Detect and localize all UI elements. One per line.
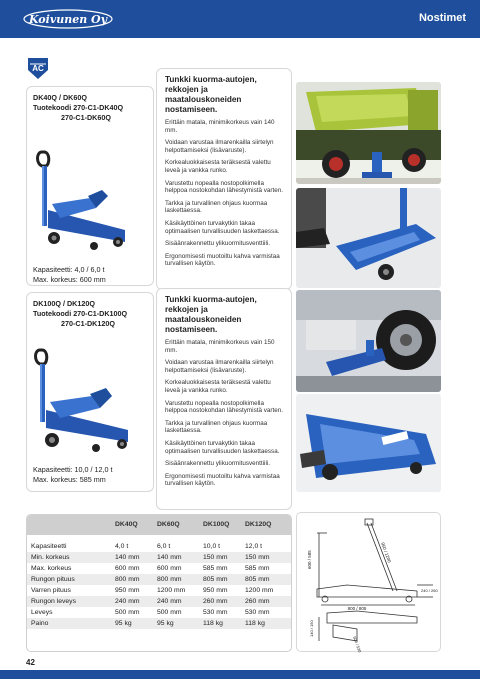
jack-image-dk100q [30, 344, 140, 462]
photo-truck-jack [296, 290, 441, 392]
max-height-text: Max. korkeus: 600 mm [33, 274, 106, 284]
product-model: DK40Q / DK60Q [33, 93, 87, 102]
column-header: DK40Q [115, 521, 138, 528]
description-text: Varustettu nopealla nostopolkimella helppoa nostokohdan lähestymistä varten. [165, 179, 283, 195]
dimension-label-width: 240 / 260 [421, 588, 438, 593]
ac-brand-logo [26, 56, 50, 80]
table-cell: 805 mm [245, 575, 270, 583]
table-row [27, 618, 291, 629]
max-height-text: Max. korkeus: 585 mm [33, 474, 106, 484]
dimension-label-min: 140 / 150 [309, 620, 314, 637]
table-cell: 150 mm [203, 553, 228, 561]
dimension-drawing [297, 513, 442, 653]
table-cell: 585 mm [203, 564, 228, 572]
description-text: Tarkka ja turvallinen ohjaus kuormaa laskettaessa. [165, 199, 268, 215]
photo-jack-detail [296, 394, 441, 492]
table-cell: 1200 mm [245, 586, 274, 594]
table-cell: 10,0 t [203, 542, 221, 550]
table-cell: 950 mm [115, 586, 140, 594]
description-text: Sisäänrakennettu ylikuormitusventtiili. [165, 240, 270, 248]
product-codes [33, 93, 155, 123]
table-cell: 600 mm [157, 564, 182, 572]
product-code-line1: Tuotekoodi 270-C1-DK100Q [33, 309, 128, 318]
description-heading: Tunkki kuorma-autojen, rekkojen ja maatalouskoneiden nostamiseen. [165, 295, 257, 334]
column-header: DK120Q [245, 521, 272, 528]
dimension-diagram [296, 512, 441, 652]
description-text: Sisäänrakennettu ylikuormitusventtiili. [165, 460, 270, 468]
capacity-text: Kapasiteetti: 4,0 / 6,0 t [33, 265, 105, 274]
table-cell: 260 mm [203, 597, 228, 605]
description-text: Voidaan varustaa ilmarenkailla siirtelyn helpottamiseksi (lisävaruste). [165, 139, 274, 154]
description-card-1 [156, 68, 292, 290]
table-cell: 600 mm [115, 564, 140, 572]
table-row [27, 585, 291, 596]
row-label: Rungon leveys [31, 597, 76, 605]
description-text: Tarkka ja turvallinen ohjaus kuormaa laskettaessa. [165, 419, 268, 435]
table-cell: 4,0 t [115, 542, 129, 550]
dimension-label-length: 800 / 805 [347, 606, 367, 611]
spec-table [26, 514, 292, 652]
description-text: Käsikäyttöinen turvakytkin takaa optimaalisen turvallisuuden laskettaessa. [165, 439, 280, 455]
description-text: Korkealuokkaisesta teräksestä valettu leveä ja vankka runko. [165, 159, 271, 174]
product-code-line1: Tuotekoodi 270-C1-DK40Q [33, 103, 124, 112]
table-cell: 140 mm [157, 553, 182, 561]
row-label: Varren pituus [31, 586, 71, 594]
row-label: Paino [31, 619, 49, 627]
table-row [27, 552, 291, 563]
description-card-2 [156, 288, 292, 510]
column-header: DK60Q [157, 521, 180, 528]
table-cell: 240 mm [115, 597, 140, 605]
table-cell: 12,0 t [245, 542, 263, 550]
product-code-line2: 270-C1-DK60Q [61, 113, 111, 122]
table-row [27, 563, 291, 574]
description-text: Voidaan varustaa ilmarenkailla siirtelyn helpottamiseksi (lisävaruste). [165, 359, 274, 374]
svg-text:AC: AC [32, 64, 44, 73]
table-cell: 805 mm [203, 575, 228, 583]
photo-tractor-jack [296, 82, 441, 184]
table-cell: 240 mm [157, 597, 182, 605]
jack-image-dk40q [30, 148, 140, 258]
description-text: Erittäin matala, minimikorkeus vain 150 mm. [165, 339, 275, 354]
table-cell: 95 kg [157, 619, 174, 627]
table-cell: 140 mm [115, 553, 140, 561]
row-label: Min. korkeus [31, 553, 70, 561]
description-text: Korkealuokkaisesta teräksestä valettu leveä ja vankka runko. [165, 379, 271, 394]
table-cell: 260 mm [245, 597, 270, 605]
capacity-text: Kapasiteetti: 10,0 / 12,0 t [33, 465, 113, 474]
row-label: Leveys [31, 608, 53, 616]
table-cell: 500 mm [115, 608, 140, 616]
description-text: Käsikäyttöinen turvakytkin takaa optimaalisen turvallisuuden laskettaessa. [165, 219, 280, 235]
table-cell: 800 mm [115, 575, 140, 583]
description-text: Ergonomisesti muotoiltu kahva varmistaa turvallisen käytön. [165, 472, 280, 488]
column-header: DK100Q [203, 521, 230, 528]
table-header [27, 515, 291, 535]
dimension-label-base: 500 / 530 [352, 635, 363, 653]
product-meta [33, 465, 113, 484]
description-heading: Tunkki kuorma-autojen, rekkojen ja maatalouskoneiden nostamiseen. [165, 75, 257, 114]
table-row [27, 596, 291, 607]
table-cell: 1200 mm [157, 586, 186, 594]
table-row [27, 541, 291, 552]
description-text: Ergonomisesti muotoiltu kahva varmistaa turvallisen käytön. [165, 252, 280, 268]
row-label: Rungon pituus [31, 575, 75, 583]
description-text: Varustettu nopealla nostopolkimella helppoa nostokohdan lähestymistä varten. [165, 399, 283, 415]
table-cell: 950 mm [203, 586, 228, 594]
page-number: 42 [26, 658, 35, 667]
description-text: Erittäin matala, minimikorkeus vain 140 mm. [165, 119, 275, 134]
table-cell: 530 mm [245, 608, 270, 616]
row-label: Max. korkeus [31, 564, 72, 572]
table-cell: 95 kg [115, 619, 132, 627]
dimension-label-height: 600 / 585 [307, 550, 312, 569]
company-logo [22, 8, 114, 30]
product-meta [33, 265, 106, 284]
product-model: DK100Q / DK120Q [33, 299, 95, 308]
row-label: Kapasiteetti [31, 542, 67, 550]
table-cell: 118 kg [245, 619, 265, 627]
page-header [0, 0, 480, 38]
table-cell: 800 mm [157, 575, 182, 583]
product-codes [33, 299, 155, 329]
table-row [27, 607, 291, 618]
table-row [27, 574, 291, 585]
table-cell: 118 kg [203, 619, 223, 627]
table-cell: 530 mm [203, 608, 228, 616]
table-cell: 150 mm [245, 553, 270, 561]
svg-text:Koivunen Oy: Koivunen Oy [28, 13, 108, 26]
table-cell: 585 mm [245, 564, 270, 572]
table-cell: 6,0 t [157, 542, 171, 550]
photo-jack-pedal [296, 188, 441, 288]
footer-bar [0, 670, 480, 679]
table-cell: 500 mm [157, 608, 182, 616]
dimension-label-arm: 950 / 1200 [380, 541, 393, 564]
product-code-line2: 270-C1-DK120Q [61, 319, 115, 328]
section-title: Nostimet [418, 12, 466, 24]
